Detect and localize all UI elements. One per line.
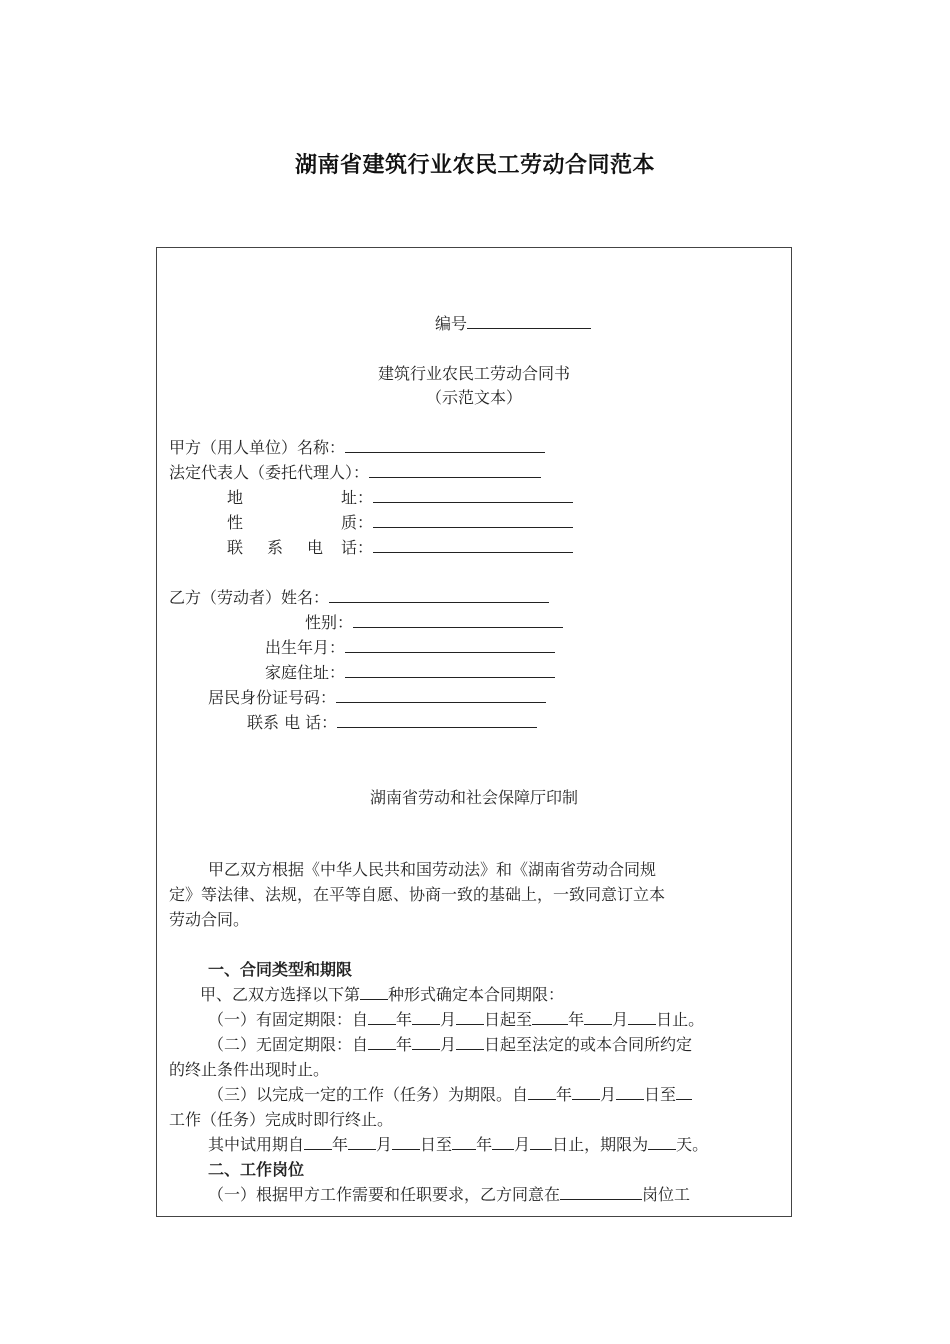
party-b-phone-label: 联系 电 话： xyxy=(247,713,338,732)
party-b-birth-blank xyxy=(345,636,555,653)
party-b-phone-blank xyxy=(337,711,537,728)
blank xyxy=(456,1033,484,1050)
party-b-home-label: 家庭住址： xyxy=(265,663,346,682)
term-item-1-a: （一）有固定期限：自 xyxy=(208,1010,369,1029)
party-a-nature-label-1: 性 xyxy=(227,513,244,532)
party-a-name-label: 甲方（用人单位）名称： xyxy=(169,438,346,457)
term-item-1-b: 年 xyxy=(396,1010,413,1029)
term-item-3-cont: 工作（任务）完成时即行终止。 xyxy=(169,1110,394,1129)
serial-number-line xyxy=(435,312,591,336)
term-item-1-g: 日止。 xyxy=(656,1010,705,1029)
blank xyxy=(676,1083,692,1100)
party-a-name-blank xyxy=(345,436,545,453)
blank xyxy=(528,1083,556,1100)
term-item-3-d: 日至 xyxy=(644,1085,677,1104)
position-blank xyxy=(560,1183,642,1200)
blank xyxy=(492,1133,514,1150)
printer-line: 湖南省劳动和社会保障厅印制 xyxy=(369,788,578,807)
party-b-home-row xyxy=(265,661,555,685)
probation-b: 年 xyxy=(332,1135,349,1154)
term-item-2-c: 月 xyxy=(440,1035,457,1054)
party-b-id-blank xyxy=(336,686,546,703)
party-a-name-row xyxy=(169,436,545,460)
party-a-nature-label-2: 质： xyxy=(341,513,374,532)
party-a-address-blank xyxy=(373,486,573,503)
section-1-para-1 xyxy=(200,983,564,1007)
party-a-phone-label-1: 联 xyxy=(227,538,244,557)
term-item-1-d: 日起至 xyxy=(484,1010,533,1029)
party-a-address-row xyxy=(227,486,573,510)
party-a-address-label-1: 地 xyxy=(227,488,244,507)
section-1-para-1-a: 甲、乙双方选择以下第 xyxy=(200,985,361,1004)
term-item-1-c: 月 xyxy=(440,1010,457,1029)
party-b-name-label: 乙方（劳动者）姓名： xyxy=(169,588,330,607)
party-b-name-blank xyxy=(329,586,549,603)
contract-frame xyxy=(156,247,792,1217)
blank xyxy=(532,1008,568,1025)
probation-c: 月 xyxy=(376,1135,393,1154)
party-a-rep-blank xyxy=(369,461,541,478)
blank xyxy=(628,1008,656,1025)
blank xyxy=(572,1083,600,1100)
probation-d: 日至 xyxy=(420,1135,453,1154)
blank xyxy=(412,1008,440,1025)
probation-a: 其中试用期自 xyxy=(208,1135,305,1154)
term-item-3-b: 年 xyxy=(556,1085,573,1104)
contract-heading: 建筑行业农民工劳动合同书 xyxy=(377,364,570,383)
term-item-2 xyxy=(208,1033,692,1057)
party-b-birth-label: 出生年月： xyxy=(265,638,346,657)
party-b-id-label: 居民身份证号码： xyxy=(208,688,337,707)
probation-line xyxy=(208,1133,708,1157)
blank xyxy=(584,1008,612,1025)
probation-g: 日止，期限为 xyxy=(552,1135,649,1154)
term-item-2-cont: 的终止条件出现时止。 xyxy=(169,1060,330,1079)
party-b-id-row xyxy=(208,686,546,710)
contract-subheading: （示范文本） xyxy=(425,388,522,407)
document-title: 湖南省建筑行业农民工劳动合同范本 xyxy=(294,153,655,178)
party-b-birth-row xyxy=(265,636,555,660)
intro-line-1: 甲乙双方根据《中华人民共和国劳动法》和《湖南省劳动合同规 xyxy=(208,860,657,879)
party-a-nature-blank xyxy=(373,511,573,528)
serial-blank xyxy=(467,312,591,329)
blank xyxy=(392,1133,420,1150)
blank xyxy=(530,1133,552,1150)
term-item-1-f: 月 xyxy=(612,1010,629,1029)
serial-label: 编号 xyxy=(435,314,468,333)
blank xyxy=(368,1008,396,1025)
probation-h: 天。 xyxy=(676,1135,709,1154)
term-item-2-a: （二）无固定期限：自 xyxy=(208,1035,369,1054)
term-item-1-e: 年 xyxy=(568,1010,585,1029)
section-1-para-1-b: 种形式确定本合同期限： xyxy=(388,985,565,1004)
probation-e: 年 xyxy=(476,1135,493,1154)
probation-f: 月 xyxy=(514,1135,531,1154)
intro-line-3: 劳动合同。 xyxy=(169,910,250,929)
section-2-title: 二、工作岗位 xyxy=(208,1160,305,1179)
section-2-para-1 xyxy=(208,1183,690,1207)
form-choice-blank xyxy=(360,983,388,1000)
blank xyxy=(412,1033,440,1050)
intro-line-2: 定》等法律、法规，在平等自愿、协商一致的基础上，一致同意订立本 xyxy=(169,885,666,904)
section-2-para-1-b: 岗位工 xyxy=(642,1185,691,1204)
party-a-phone-row xyxy=(227,536,573,560)
term-item-2-b: 年 xyxy=(396,1035,413,1054)
blank xyxy=(348,1133,376,1150)
blank xyxy=(304,1133,332,1150)
party-a-rep-label: 法定代表人（委托代理人）： xyxy=(169,463,370,482)
party-b-gender-label: 性别： xyxy=(305,613,354,632)
party-a-phone-label-2: 系 xyxy=(267,538,284,557)
party-b-gender-row xyxy=(305,611,563,635)
term-item-3-a: （三）以完成一定的工作（任务）为期限。自 xyxy=(208,1085,529,1104)
party-a-phone-blank xyxy=(373,536,573,553)
party-a-address-label-2: 址： xyxy=(341,488,374,507)
party-b-gender-blank xyxy=(353,611,563,628)
party-b-home-blank xyxy=(345,661,555,678)
party-a-phone-label-3: 电 xyxy=(307,538,324,557)
section-2-para-1-a: （一）根据甲方工作需要和任职要求，乙方同意在 xyxy=(208,1185,561,1204)
blank xyxy=(368,1033,396,1050)
party-b-phone-row xyxy=(247,711,537,735)
section-1-title: 一、合同类型和期限 xyxy=(208,960,353,979)
term-item-2-d: 日起至法定的或本合同所约定 xyxy=(484,1035,693,1054)
term-item-1 xyxy=(208,1008,704,1032)
blank xyxy=(648,1133,676,1150)
party-a-nature-row xyxy=(227,511,573,535)
term-item-3 xyxy=(208,1083,692,1107)
party-a-phone-label-4: 话： xyxy=(341,538,374,557)
blank xyxy=(452,1133,476,1150)
party-a-rep-row xyxy=(169,461,541,485)
blank xyxy=(456,1008,484,1025)
party-b-name-row xyxy=(169,586,549,610)
blank xyxy=(616,1083,644,1100)
term-item-3-c: 月 xyxy=(600,1085,617,1104)
